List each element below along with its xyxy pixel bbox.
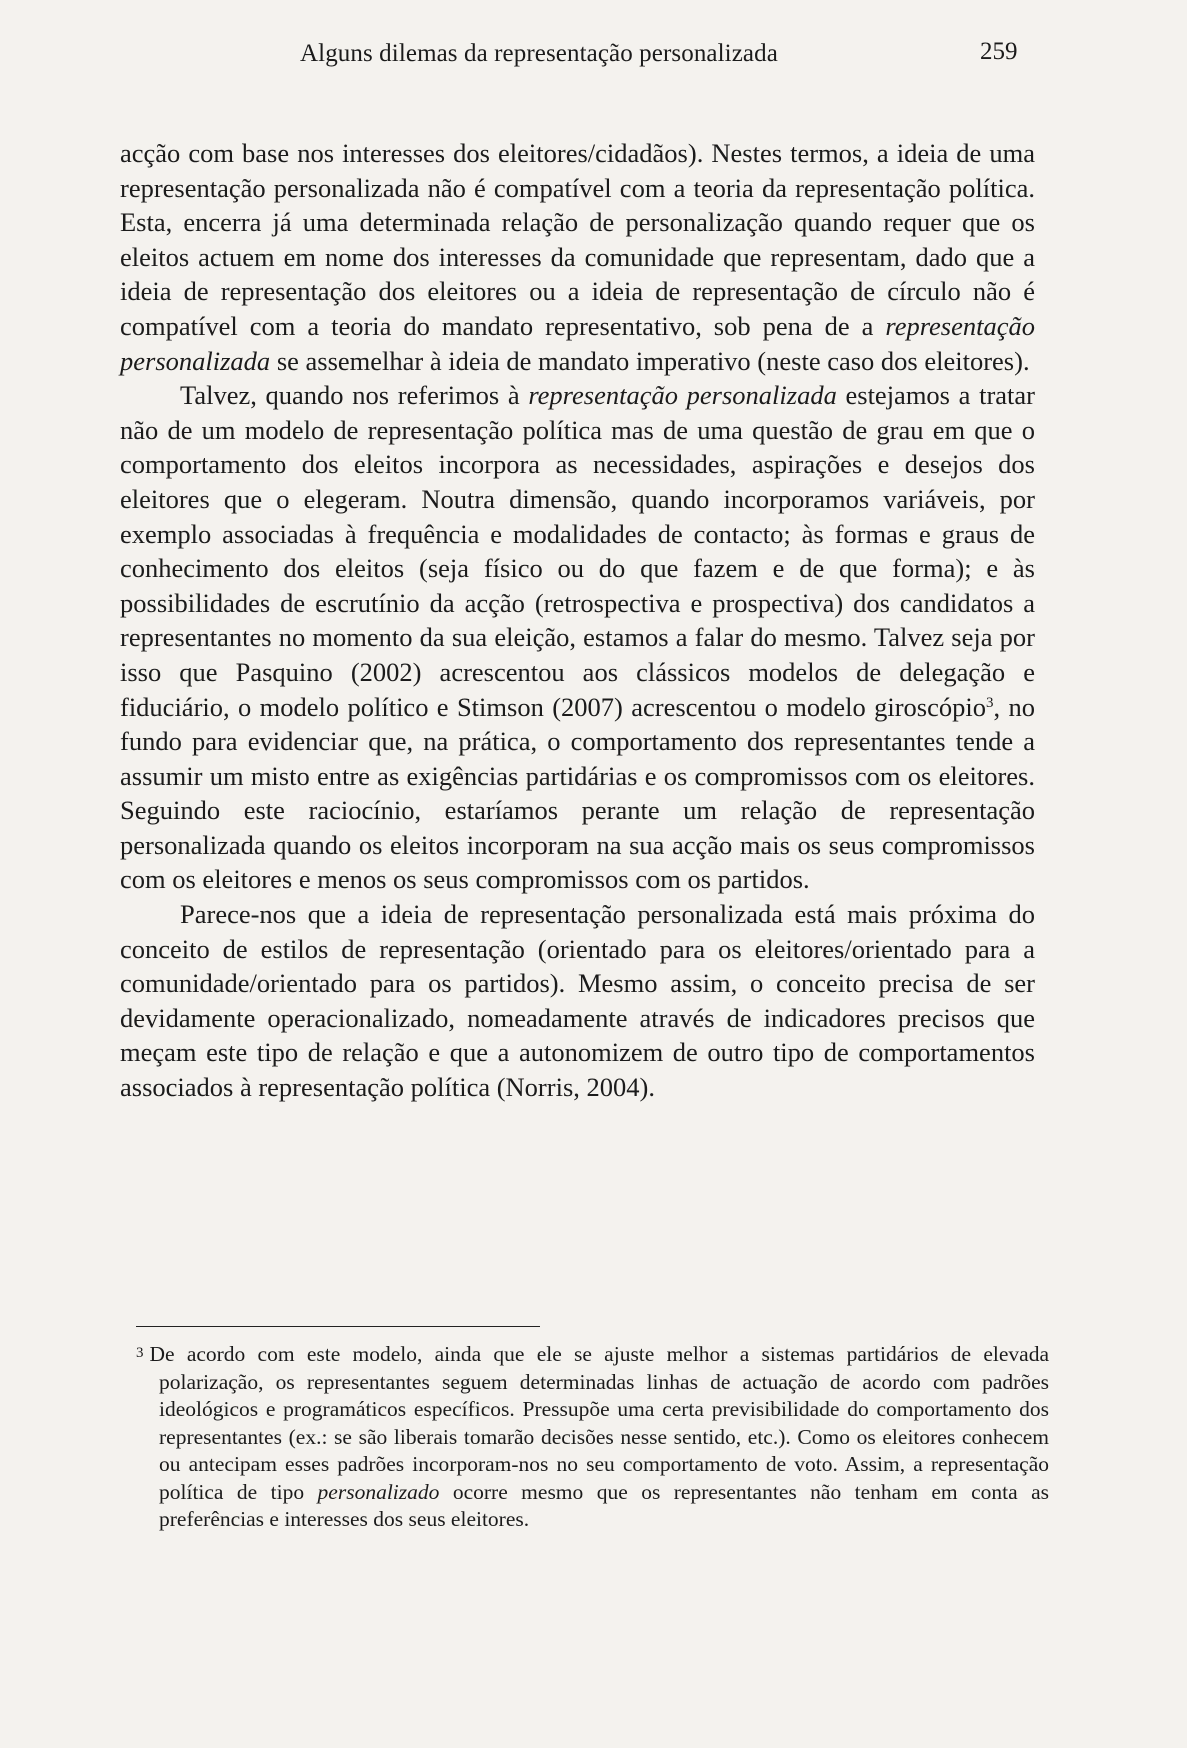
paragraph xyxy=(120,897,1035,1105)
footnote xyxy=(136,1340,1049,1534)
text-run: Parece-nos que a ideia de representação personalizada está mais próxima do conceito de estilos de representação (orientado para os eleitores/orientado para a comunidade/orientado para os partidos). Mesmo assim, o conceito precisa de ser devidamente operacionalizado, nomeadamente através de indicadores precisos que meçam este tipo de relação e que a autonomizem de outro tipo de comportamentos associados à representação política (Norris, 2004). xyxy=(120,899,1035,1103)
body-text xyxy=(120,136,1035,1105)
page-number: 259 xyxy=(980,38,1018,65)
text-run: estejamos a tratar não de um modelo de representação política mas de uma questão de grau em que o comportamento dos eleitos incorpora as necessidades, aspirações e desejos dos eleitores que o elegeram. Noutra dimensão, quando incorporamos variáveis, por exemplo associadas à frequência e modalidades de contacto; às formas e graus de conhecimento dos eleitos (seja físico ou do que fazem e de que forma); e às possibilidades de escrutínio da acção (retrospectiva e prospectiva) dos candidatos a representantes no momento da sua eleição, estamos a falar do mesmo. Talvez seja por isso que Pasquino (2002) acrescentou aos clássicos modelos de delegação e fiduciário, o modelo político e Stimson (2007) acrescentou o modelo giroscópio xyxy=(120,380,1035,722)
italic-term: representação personalizada xyxy=(528,380,837,411)
italic-term: representação personalizada xyxy=(120,310,1035,376)
italic-term: personalizado xyxy=(317,1479,440,1504)
footnote-separator xyxy=(136,1326,540,1327)
footnote-number: 3 xyxy=(136,1345,144,1361)
text-run: acção com base nos interesses dos eleitores/cidadãos). Nestes termos, a ideia de uma representação personalizada não é compatível com a teoria da representação política. Esta, encerra já uma determinada relação de personalização quando requer que os eleitos actuem em nome dos interesses da comunidade que representam, dado que a ideia de representação dos eleitores ou a ideia de representação de círculo não é compatível com a teoria do mandato representativo, sob pena de a xyxy=(120,138,1035,341)
footnotes xyxy=(136,1340,1049,1534)
paragraph xyxy=(120,136,1035,378)
paragraph xyxy=(120,378,1035,897)
text-run: De acordo com este modelo, ainda que ele se ajuste melhor a sistemas partidários de elevada polarização, os representantes seguem determinadas linhas de actuação de acordo com padrões ideológicos e programáticos específicos. Pressupõe uma certa previsibilidade do comportamento dos representantes (ex.: se são liberais tomarão decisões nesse sentido, etc.). Como os eleitores conhecem ou antecipam esses padrões incorporam-nos no seu comportamento de voto. Assim, a representação política de tipo xyxy=(149,1342,1049,1504)
running-head: Alguns dilemas da representação personalizada xyxy=(300,40,778,67)
footnote-reference[interactable]: 3 xyxy=(986,694,994,711)
text-run: , no fundo para evidenciar que, na prática, o comportamento dos representantes tende a assumir um misto entre as exigências partidárias e os compromissos com os eleitores. Seguindo este raciocínio, estaríamos perante um relação de representação personalizada quando os eleitos incorporam na sua acção mais os seus compromissos com os eleitores e menos os seus compromissos com os partidos. xyxy=(120,691,1035,895)
text-run: se assemelhar à ideia de mandato imperativo (neste caso dos eleitores). xyxy=(270,345,1030,376)
text-run: ocorre mesmo que os representantes não tenham em conta as preferências e interesses dos seus eleitores. xyxy=(159,1479,1049,1531)
text-run: Talvez, quando nos referimos à xyxy=(180,380,529,411)
